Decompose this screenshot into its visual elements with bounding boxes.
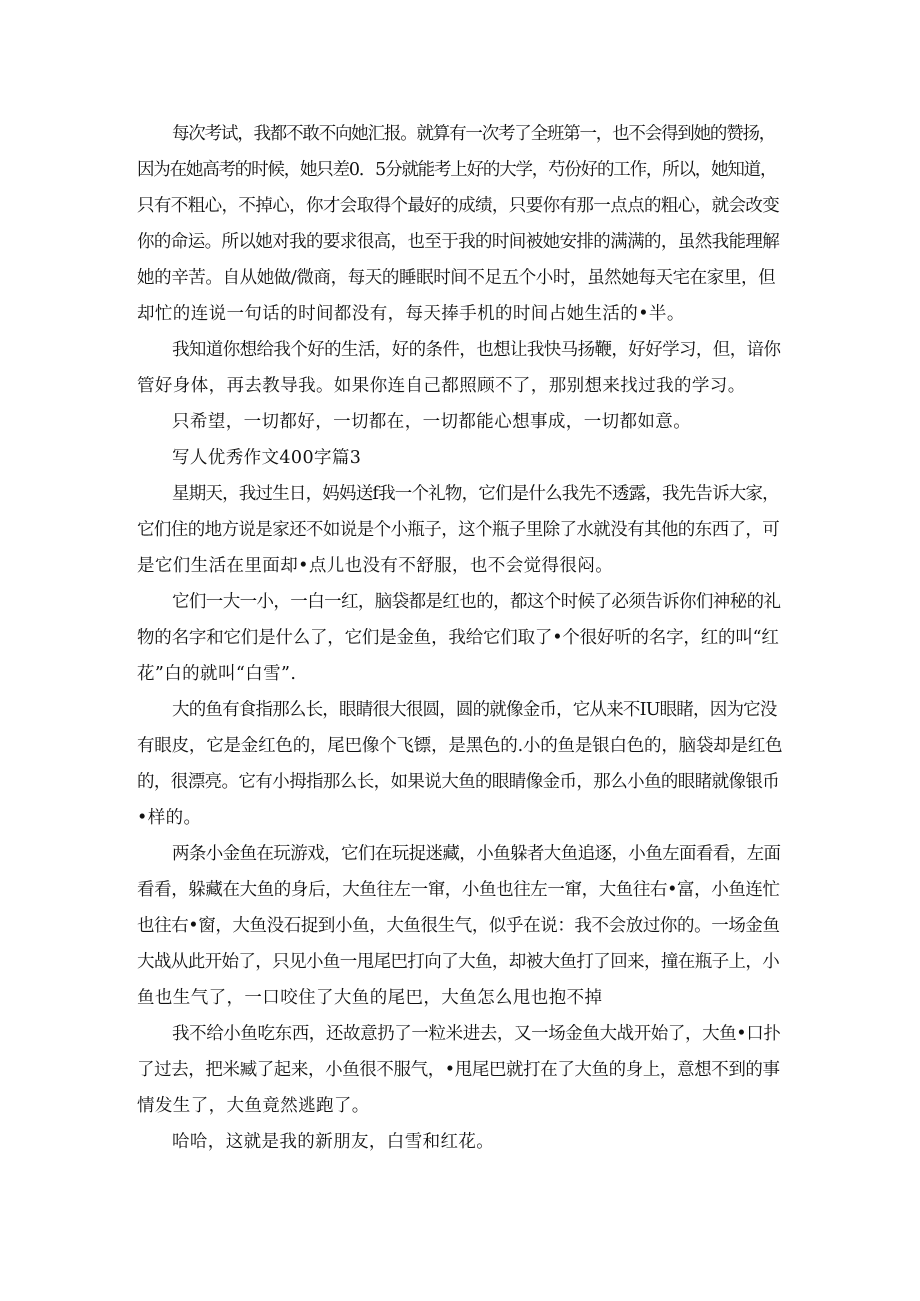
text-line: 情发生了，大鱼竟然逃跑了。 <box>137 1096 370 1116</box>
text-line: 是它们生活在里面却•点儿也没有不舒服，也不会觉得很闷。 <box>137 556 614 576</box>
text-line: 每次考试，我都不敢不向她汇报。就算有一次考了全班第一，也不会得到她的赞扬， <box>172 124 776 144</box>
text-line: 我不给小鱼吃东西，还故意扔了一粒米进去，又一场金鱼大战开始了，大鱼•口扑 <box>172 1024 781 1044</box>
text-line: 哈哈，这就是我的新朋友，白雪和红花。 <box>172 1132 495 1152</box>
text-line: 看看，躲藏在大鱼的身后，大鱼往左一窜，小鱼也往左一窜，大鱼往右•富，小鱼连忙 <box>137 880 780 900</box>
paragraph-rice-battle <box>137 1016 782 1124</box>
text-line: 了过去，把米臧了起来，小鱼很不服气，•甩尾巴就打在了大鱼的身上，意想不到的事 <box>137 1060 780 1080</box>
essay-title: 写人优秀作文400字篇3 <box>172 448 362 468</box>
text-line: 只有不粗心，不掉心，你才会取得个最好的成绩，只要你有那一点点的粗心，就会改变 <box>137 196 780 216</box>
paragraph-wish-health <box>137 332 782 404</box>
text-line: 你的命运。所以她对我的要求很高，也至于我的时间被她安排的满满的，虽然我能理解 <box>137 232 780 252</box>
text-line: 花”白的就叫“白雪”. <box>137 664 297 684</box>
text-line: 两条小金鱼在玩游戏，它们在玩捉迷藏，小鱼躲者大鱼追逐，小鱼左面看看，左面 <box>172 844 781 864</box>
paragraph-exam-report <box>137 116 782 332</box>
section-heading <box>137 440 782 476</box>
text-line: 的，很漂亮。它有小拇指那么长，如果说大鱼的眼睛像金币，那么小鱼的眼睹就像银币 <box>137 772 780 792</box>
paragraph-closing <box>137 1124 782 1160</box>
text-line: 鱼也生气了，一口咬住了大鱼的尾巴，大鱼怎么甩也抱不掉 <box>137 988 603 1008</box>
paragraph-fish-description <box>137 692 782 836</box>
text-line: 它们住的地方说是家还不如说是个小瓶子，这个瓶子里除了水就没有其他的东西了，可 <box>137 520 780 540</box>
text-line: 也往右•窗，大鱼没石捉到小鱼，大鱼很生气，似乎在说：我不会放过你的。一场金鱼 <box>137 916 780 936</box>
text-line: 大战从此开始了，只见小鱼一甩尾巴打向了大鱼，却被大鱼打了回来，撞在瓶子上，小 <box>137 952 780 972</box>
text-line: 它们一大一小，一白一红，脑袋都是红也的，都这个时候了必须告诉你们神秘的礼 <box>172 592 781 612</box>
paragraph-birthday <box>137 476 782 584</box>
text-line: 因为在她高考的时候，她只差0．5分就能考上好的大学，芍份好的工作，所以，她知道， <box>137 160 777 180</box>
text-line: 星期天，我过生日，妈妈送f我一个礼物，它们是什么我先不透露，我先告诉大家， <box>172 484 779 504</box>
text-line: 我知道你想给我个好的生活，好的条件，也想让我快马扬鞭，好好学习，但，谙你 <box>172 340 781 360</box>
paragraph-fish-game <box>137 836 782 1016</box>
text-line: 物的名字和它们是什么了，它们是金鱼，我给它们取了•个很好听的名字，红的叫“红 <box>137 628 779 648</box>
text-line: 却忙的连说一句话的时间都没有，每天捧手机的时间占她生活的•半。 <box>137 304 685 324</box>
text-line: 有眼皮，它是金红色的，尾巴像个飞镖，是黑色的.小的鱼是银白色的，脑袋却是红色 <box>137 736 783 756</box>
text-line: 管好身体，再去教导我。如果你连自己都照顾不了，那别想来找过我的学习。 <box>137 376 746 396</box>
paragraph-hope <box>137 404 782 440</box>
text-line: 大的鱼有食指那么长，眼睛很大很圆，圆的就像金币，它从来不IU眼睹，因为它没 <box>172 700 777 720</box>
text-line: 只希望，一切都好，一切都在，一切都能心想事成，一切都如意。 <box>172 412 692 432</box>
paragraph-goldfish-names <box>137 584 782 692</box>
text-line: 她的辛苦。自从她做/微商，每天的睡眠时间不足五个小时，虽然她每天宅在家里，但 <box>137 268 776 288</box>
text-line: •样的。 <box>137 808 202 828</box>
